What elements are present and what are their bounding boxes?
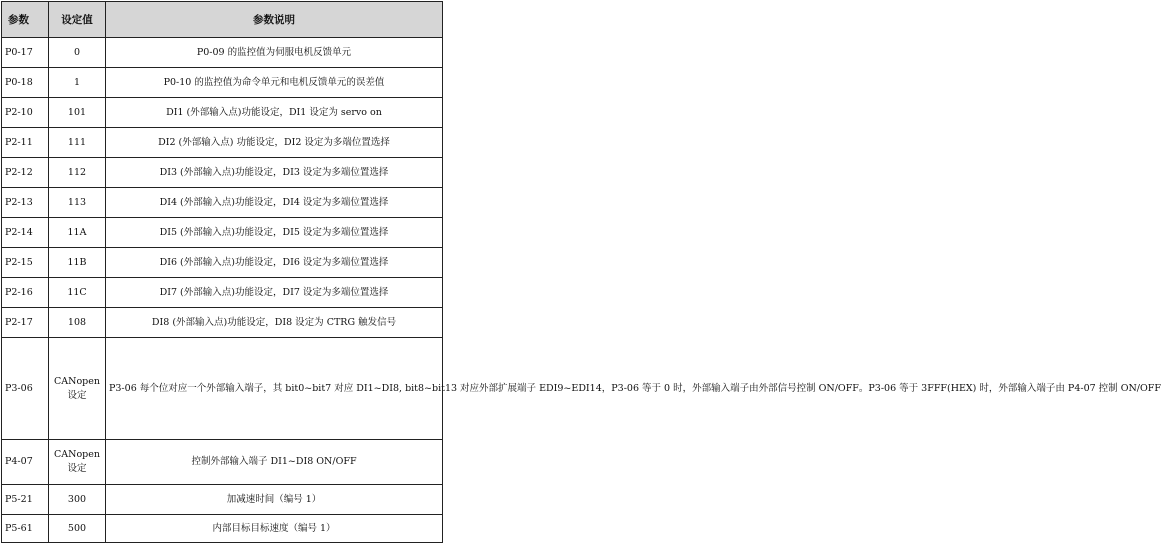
table-row — [2, 128, 443, 158]
value-cell: 11B — [49, 248, 106, 278]
description-cell: DI7 (外部输入点)功能设定，DI7 设定为多端位置选择 — [106, 278, 443, 308]
description-cell: DI1 (外部输入点)功能设定，DI1 设定为 servo on — [106, 98, 443, 128]
param-cell: P2-17 — [2, 308, 49, 338]
description-cell: DI5 (外部输入点)功能设定，DI5 设定为多端位置选择 — [106, 218, 443, 248]
param-cell: P0-17 — [2, 38, 49, 68]
parameter-table — [1, 1, 1161, 543]
param-cell: P2-12 — [2, 158, 49, 188]
param-cell: P3-06 — [2, 338, 49, 440]
param-cell: P5-21 — [2, 485, 49, 515]
table-row — [2, 338, 443, 440]
table-row — [2, 38, 443, 68]
description-cell: P3-06 每个位对应一个外部输入端子，其 bit0~bit7 对应 DI1~DI8, bit8~bit13 对应外部扩展端子 EDI9~EDI14，P3-06 等于 0 时，外部输入端子由外部信号控制 ON/OFF。P3-06 等于 3FFF(HEX) 时，外部输入端子由 P4-07 控制 ON/OFF — [106, 338, 443, 440]
description-cell: 控制外部输入端子 DI1~DI8 ON/OFF — [106, 440, 443, 485]
table-row — [2, 440, 443, 485]
table-row — [2, 278, 443, 308]
value-cell: 300 — [49, 485, 106, 515]
value-cell: 111 — [49, 128, 106, 158]
table-row — [2, 308, 443, 338]
description-cell: DI2 (外部输入点) 功能设定，DI2 设定为多端位置选择 — [106, 128, 443, 158]
header-param: 参数 — [2, 2, 49, 38]
value-cell: 113 — [49, 188, 106, 218]
param-cell: P2-14 — [2, 218, 49, 248]
value-cell: 108 — [49, 308, 106, 338]
value-cell: 500 — [49, 515, 106, 543]
value-line: 设定 — [67, 463, 87, 474]
param-cell: P0-18 — [2, 68, 49, 98]
value-cell — [49, 440, 106, 485]
value-line: CANopen — [54, 375, 100, 387]
description-cell: P0-10 的监控值为命令单元和电机反馈单元的误差值 — [106, 68, 443, 98]
header-value: 设定值 — [49, 2, 106, 38]
description-cell: 加减速时间（编号 1） — [106, 485, 443, 515]
value-cell: 0 — [49, 38, 106, 68]
table-row — [2, 68, 443, 98]
value-line: CANopen — [54, 449, 100, 460]
description-cell: DI3 (外部输入点)功能设定，DI3 设定为多端位置选择 — [106, 158, 443, 188]
value-cell: 11A — [49, 218, 106, 248]
value-cell — [49, 338, 106, 440]
description-cell: P0-09 的监控值为伺服电机反馈单元 — [106, 38, 443, 68]
table-row — [2, 248, 443, 278]
table-header-row — [2, 2, 443, 38]
param-cell: P2-13 — [2, 188, 49, 218]
value-line: 设定 — [67, 389, 87, 401]
table-row — [2, 515, 443, 543]
param-cell: P2-11 — [2, 128, 49, 158]
param-cell: P2-15 — [2, 248, 49, 278]
value-cell: 1 — [49, 68, 106, 98]
param-cell: P2-10 — [2, 98, 49, 128]
param-cell: P2-16 — [2, 278, 49, 308]
description-cell: DI4 (外部输入点)功能设定，DI4 设定为多端位置选择 — [106, 188, 443, 218]
param-cell: P5-61 — [2, 515, 49, 543]
table-row — [2, 158, 443, 188]
description-cell: DI8 (外部输入点)功能设定，DI8 设定为 CTRG 触发信号 — [106, 308, 443, 338]
description-cell: DI6 (外部输入点)功能设定，DI6 设定为多端位置选择 — [106, 248, 443, 278]
value-cell: 101 — [49, 98, 106, 128]
param-cell: P4-07 — [2, 440, 49, 485]
table-row — [2, 188, 443, 218]
table-row — [2, 98, 443, 128]
header-description: 参数说明 — [106, 2, 443, 38]
value-cell: 11C — [49, 278, 106, 308]
table-row — [2, 485, 443, 515]
table-row — [2, 218, 443, 248]
description-cell: 内部目标目标速度（编号 1） — [106, 515, 443, 543]
value-cell: 112 — [49, 158, 106, 188]
